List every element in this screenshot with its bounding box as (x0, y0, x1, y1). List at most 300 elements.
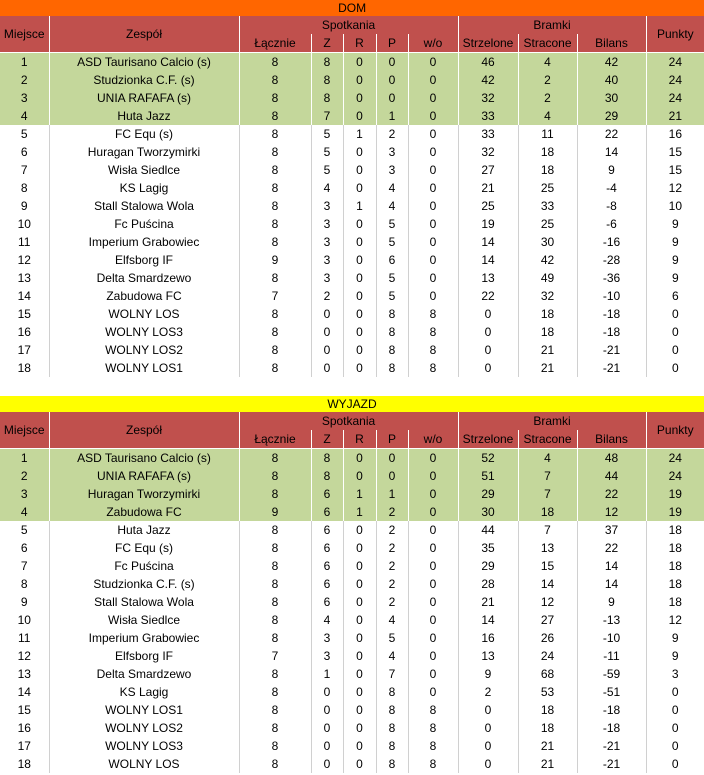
cell-punkty: 9 (671, 649, 679, 663)
cell-z: 3 (311, 233, 343, 251)
cell-strzelone: 14 (458, 251, 518, 269)
col-lacznie: Łącznie (239, 430, 311, 449)
cell-zespol: Huta Jazz (49, 107, 239, 125)
cell-z: 6 (311, 575, 343, 593)
cell-stracone: 18 (518, 161, 577, 179)
cell-punkty: 9 (671, 217, 679, 231)
cell-z: 0 (311, 737, 343, 755)
cell-r: 0 (343, 593, 376, 611)
cell-lacznie: 8 (239, 161, 311, 179)
col-wo: w/o (408, 430, 458, 449)
cell-zespol: Studzionka C.F. (s) (49, 575, 239, 593)
cell-z: 0 (311, 701, 343, 719)
cell-punkty: 18 (668, 577, 682, 591)
cell-p: 8 (376, 683, 408, 701)
cell-p: 0 (376, 71, 408, 89)
cell-stracone: 14 (518, 575, 577, 593)
cell-strzelone: 0 (458, 719, 518, 737)
table-row (0, 359, 704, 377)
cell-r: 0 (343, 683, 376, 701)
cell-bilans: -4 (577, 179, 646, 197)
cell-stracone: 53 (518, 683, 577, 701)
cell-r: 0 (343, 215, 376, 233)
group-bramki: Bramki (458, 16, 646, 34)
standings-table (0, 0, 704, 377)
cell-r: 1 (343, 125, 376, 143)
col-lacznie: Łącznie (239, 34, 311, 53)
table-row (0, 233, 704, 251)
cell-bilans: 44 (577, 467, 646, 485)
cell-zespol: UNIA RAFAFA (s) (49, 467, 239, 485)
cell-p: 0 (376, 53, 408, 72)
cell-punkty: 3 (671, 667, 679, 681)
cell-z: 5 (311, 161, 343, 179)
cell-r: 0 (343, 557, 376, 575)
cell-zespol: KS Lagig (49, 683, 239, 701)
cell-r: 0 (343, 161, 376, 179)
cell-z: 4 (311, 611, 343, 629)
table-row (0, 305, 704, 323)
cell-miejsce: 1 (0, 449, 49, 468)
cell-punkty: 9 (671, 271, 679, 285)
cell-p: 5 (376, 215, 408, 233)
cell-bilans: 37 (577, 521, 646, 539)
cell-p: 1 (376, 485, 408, 503)
cell-stracone: 7 (518, 467, 577, 485)
cell-strzelone: 0 (458, 305, 518, 323)
cell-zespol: Fc Puścina (49, 215, 239, 233)
table-row (0, 89, 704, 107)
cell-miejsce: 5 (0, 521, 49, 539)
col-miejsce: Miejsce (0, 412, 49, 449)
cell-miejsce: 18 (0, 359, 49, 377)
cell-lacznie: 8 (239, 53, 311, 72)
cell-stracone: 18 (518, 323, 577, 341)
cell-zespol: Studzionka C.F. (s) (49, 71, 239, 89)
cell-zespol: Huta Jazz (49, 521, 239, 539)
cell-wo: 0 (408, 161, 458, 179)
cell-strzelone: 29 (458, 485, 518, 503)
cell-zespol: Elfsborg IF (49, 251, 239, 269)
cell-stracone: 21 (518, 359, 577, 377)
cell-bilans: -36 (577, 269, 646, 287)
cell-p: 5 (376, 287, 408, 305)
cell-zespol: Imperium Grabowiec (49, 629, 239, 647)
cell-r: 0 (343, 89, 376, 107)
cell-z: 6 (311, 485, 343, 503)
cell-stracone: 18 (518, 143, 577, 161)
cell-wo: 0 (408, 557, 458, 575)
cell-lacznie: 8 (239, 233, 311, 251)
cell-stracone: 7 (518, 485, 577, 503)
cell-wo: 0 (408, 89, 458, 107)
cell-lacznie: 7 (239, 287, 311, 305)
cell-strzelone: 2 (458, 683, 518, 701)
cell-bilans: -21 (577, 755, 646, 773)
cell-zespol: Stall Stalowa Wola (49, 197, 239, 215)
cell-lacznie: 8 (239, 143, 311, 161)
table-row (0, 269, 704, 287)
cell-bilans: -59 (577, 665, 646, 683)
table-row (0, 485, 704, 503)
table-title: DOM (0, 0, 704, 16)
cell-stracone: 18 (518, 719, 577, 737)
cell-punkty: 0 (671, 703, 679, 717)
cell-stracone: 13 (518, 539, 577, 557)
cell-zespol: WOLNY LOS1 (49, 359, 239, 377)
table-row (0, 719, 704, 737)
cell-p: 8 (376, 701, 408, 719)
cell-miejsce: 12 (0, 647, 49, 665)
cell-stracone: 18 (518, 701, 577, 719)
cell-strzelone: 51 (458, 467, 518, 485)
table-row (0, 701, 704, 719)
cell-miejsce: 9 (0, 593, 49, 611)
cell-zespol: Wisła Siedlce (49, 611, 239, 629)
cell-strzelone: 13 (458, 269, 518, 287)
cell-strzelone: 0 (458, 359, 518, 377)
cell-r: 0 (343, 647, 376, 665)
col-bilans: Bilans (577, 34, 646, 53)
cell-miejsce: 6 (0, 539, 49, 557)
cell-miejsce: 17 (0, 341, 49, 359)
cell-zespol: WOLNY LOS (49, 755, 239, 773)
cell-wo: 0 (408, 629, 458, 647)
cell-wo: 0 (408, 611, 458, 629)
cell-z: 8 (311, 467, 343, 485)
cell-bilans: 9 (577, 161, 646, 179)
cell-miejsce: 12 (0, 251, 49, 269)
cell-miejsce: 17 (0, 737, 49, 755)
cell-miejsce: 10 (0, 215, 49, 233)
cell-bilans: -13 (577, 611, 646, 629)
col-strzelone: Strzelone (458, 430, 518, 449)
cell-bilans: -8 (577, 197, 646, 215)
cell-miejsce: 2 (0, 467, 49, 485)
cell-punkty: 24 (646, 53, 704, 72)
cell-z: 3 (311, 647, 343, 665)
cell-r: 0 (343, 359, 376, 377)
cell-r: 0 (343, 233, 376, 251)
cell-p: 1 (376, 107, 408, 125)
cell-r: 1 (343, 485, 376, 503)
cell-punkty: 21 (646, 107, 704, 125)
table-row (0, 53, 704, 72)
cell-miejsce: 3 (0, 89, 49, 107)
cell-z: 5 (311, 143, 343, 161)
cell-bilans: 40 (577, 71, 646, 89)
cell-miejsce: 14 (0, 287, 49, 305)
cell-miejsce: 5 (0, 125, 49, 143)
cell-punkty: 0 (671, 325, 679, 339)
cell-z: 0 (311, 359, 343, 377)
cell-punkty: 0 (671, 343, 679, 357)
cell-lacznie: 8 (239, 449, 311, 468)
cell-zespol: WOLNY LOS2 (49, 719, 239, 737)
cell-bilans: 22 (577, 539, 646, 557)
table-body (0, 53, 704, 378)
cell-lacznie: 8 (239, 467, 311, 485)
cell-miejsce: 15 (0, 305, 49, 323)
col-strzelone: Strzelone (458, 34, 518, 53)
cell-p: 8 (376, 341, 408, 359)
cell-punkty: 0 (671, 685, 679, 699)
cell-wo: 0 (408, 485, 458, 503)
table-row (0, 287, 704, 305)
col-punkty: Punkty (646, 16, 704, 53)
cell-wo: 8 (408, 755, 458, 773)
cell-stracone: 42 (518, 251, 577, 269)
cell-p: 7 (376, 665, 408, 683)
cell-strzelone: 21 (458, 179, 518, 197)
cell-strzelone: 29 (458, 557, 518, 575)
cell-p: 8 (376, 323, 408, 341)
cell-lacznie: 8 (239, 683, 311, 701)
cell-strzelone: 27 (458, 161, 518, 179)
cell-z: 8 (311, 449, 343, 468)
cell-z: 2 (311, 287, 343, 305)
cell-zespol: WOLNY LOS3 (49, 323, 239, 341)
cell-r: 0 (343, 755, 376, 773)
cell-p: 2 (376, 575, 408, 593)
cell-z: 7 (311, 107, 343, 125)
cell-wo: 0 (408, 71, 458, 89)
cell-z: 4 (311, 179, 343, 197)
cell-punkty: 19 (646, 485, 704, 503)
cell-r: 0 (343, 701, 376, 719)
cell-wo: 0 (408, 143, 458, 161)
col-r: R (343, 430, 376, 449)
col-p: P (376, 34, 408, 53)
cell-p: 2 (376, 593, 408, 611)
table-row (0, 755, 704, 773)
cell-lacznie: 8 (239, 539, 311, 557)
cell-bilans: 9 (577, 593, 646, 611)
cell-zespol: FC Equ (s) (49, 125, 239, 143)
cell-lacznie: 8 (239, 89, 311, 107)
cell-zespol: ASD Taurisano Calcio (s) (49, 53, 239, 72)
cell-lacznie: 8 (239, 557, 311, 575)
cell-miejsce: 13 (0, 665, 49, 683)
cell-p: 5 (376, 233, 408, 251)
cell-wo: 0 (408, 593, 458, 611)
cell-stracone: 26 (518, 629, 577, 647)
cell-stracone: 49 (518, 269, 577, 287)
cell-strzelone: 0 (458, 323, 518, 341)
table-row (0, 215, 704, 233)
table-row (0, 251, 704, 269)
cell-lacznie: 7 (239, 647, 311, 665)
cell-zespol: WOLNY LOS1 (49, 701, 239, 719)
table-row (0, 71, 704, 89)
cell-wo: 8 (408, 701, 458, 719)
cell-r: 0 (343, 305, 376, 323)
cell-lacznie: 8 (239, 305, 311, 323)
table-row (0, 737, 704, 755)
table-row (0, 449, 704, 468)
table-row (0, 629, 704, 647)
cell-wo: 0 (408, 125, 458, 143)
cell-z: 6 (311, 593, 343, 611)
cell-bilans: 22 (577, 125, 646, 143)
table-row (0, 341, 704, 359)
col-p: P (376, 430, 408, 449)
cell-bilans: -18 (577, 305, 646, 323)
col-punkty: Punkty (646, 412, 704, 449)
cell-punkty: 0 (671, 721, 679, 735)
cell-bilans: 48 (577, 449, 646, 468)
cell-bilans: -6 (577, 215, 646, 233)
cell-bilans: -18 (577, 701, 646, 719)
cell-r: 0 (343, 449, 376, 468)
cell-wo: 0 (408, 449, 458, 468)
cell-wo: 0 (408, 215, 458, 233)
cell-stracone: 25 (518, 215, 577, 233)
cell-p: 8 (376, 755, 408, 773)
cell-zespol: Fc Puścina (49, 557, 239, 575)
cell-strzelone: 0 (458, 755, 518, 773)
cell-p: 0 (376, 89, 408, 107)
cell-stracone: 21 (518, 737, 577, 755)
cell-bilans: 12 (577, 503, 646, 521)
cell-bilans: 22 (577, 485, 646, 503)
cell-miejsce: 16 (0, 323, 49, 341)
cell-punkty: 12 (668, 613, 682, 627)
cell-wo: 0 (408, 53, 458, 72)
cell-bilans: -10 (577, 629, 646, 647)
cell-strzelone: 32 (458, 143, 518, 161)
cell-p: 2 (376, 503, 408, 521)
col-r: R (343, 34, 376, 53)
cell-bilans: -18 (577, 323, 646, 341)
cell-z: 0 (311, 341, 343, 359)
cell-punkty: 9 (671, 235, 679, 249)
cell-strzelone: 30 (458, 503, 518, 521)
cell-z: 8 (311, 53, 343, 72)
table-row (0, 323, 704, 341)
cell-strzelone: 35 (458, 539, 518, 557)
cell-lacznie: 8 (239, 215, 311, 233)
cell-bilans: -28 (577, 251, 646, 269)
cell-r: 0 (343, 179, 376, 197)
cell-punkty: 24 (646, 449, 704, 468)
cell-lacznie: 8 (239, 107, 311, 125)
cell-p: 6 (376, 251, 408, 269)
cell-miejsce: 8 (0, 179, 49, 197)
cell-punkty: 9 (671, 253, 679, 267)
cell-wo: 0 (408, 197, 458, 215)
cell-z: 6 (311, 557, 343, 575)
cell-punkty: 24 (646, 89, 704, 107)
cell-p: 0 (376, 449, 408, 468)
cell-lacznie: 9 (239, 251, 311, 269)
cell-p: 2 (376, 521, 408, 539)
cell-strzelone: 33 (458, 107, 518, 125)
table-body (0, 449, 704, 774)
cell-p: 2 (376, 539, 408, 557)
cell-miejsce: 8 (0, 575, 49, 593)
cell-strzelone: 33 (458, 125, 518, 143)
cell-z: 6 (311, 503, 343, 521)
cell-r: 0 (343, 251, 376, 269)
cell-p: 4 (376, 611, 408, 629)
cell-miejsce: 7 (0, 161, 49, 179)
cell-r: 0 (343, 611, 376, 629)
cell-wo: 8 (408, 341, 458, 359)
cell-wo: 0 (408, 287, 458, 305)
cell-z: 3 (311, 197, 343, 215)
cell-wo: 0 (408, 521, 458, 539)
cell-z: 3 (311, 251, 343, 269)
cell-lacznie: 8 (239, 341, 311, 359)
cell-p: 8 (376, 719, 408, 737)
cell-r: 0 (343, 71, 376, 89)
cell-wo: 8 (408, 719, 458, 737)
cell-punkty: 15 (668, 145, 682, 159)
cell-punkty: 10 (668, 199, 682, 213)
cell-p: 8 (376, 359, 408, 377)
group-spotkania: Spotkania (239, 412, 458, 430)
cell-stracone: 15 (518, 557, 577, 575)
standings-table (0, 396, 704, 773)
cell-wo: 0 (408, 251, 458, 269)
cell-r: 0 (343, 665, 376, 683)
cell-stracone: 33 (518, 197, 577, 215)
cell-lacznie: 8 (239, 755, 311, 773)
col-bilans: Bilans (577, 430, 646, 449)
cell-miejsce: 16 (0, 719, 49, 737)
cell-lacznie: 8 (239, 665, 311, 683)
cell-punkty: 18 (668, 559, 682, 573)
table-title: WYJAZD (0, 396, 704, 412)
cell-bilans: 14 (577, 575, 646, 593)
cell-p: 4 (376, 197, 408, 215)
cell-wo: 0 (408, 503, 458, 521)
cell-lacznie: 8 (239, 125, 311, 143)
cell-bilans: 14 (577, 143, 646, 161)
cell-lacznie: 8 (239, 323, 311, 341)
cell-zespol: Stall Stalowa Wola (49, 593, 239, 611)
cell-strzelone: 42 (458, 71, 518, 89)
table-row (0, 647, 704, 665)
cell-z: 8 (311, 89, 343, 107)
cell-p: 4 (376, 179, 408, 197)
cell-strzelone: 21 (458, 593, 518, 611)
cell-lacznie: 8 (239, 359, 311, 377)
cell-miejsce: 1 (0, 53, 49, 72)
cell-r: 0 (343, 575, 376, 593)
cell-wo: 0 (408, 269, 458, 287)
cell-lacznie: 8 (239, 701, 311, 719)
cell-stracone: 18 (518, 503, 577, 521)
cell-wo: 0 (408, 575, 458, 593)
cell-r: 0 (343, 269, 376, 287)
cell-r: 0 (343, 323, 376, 341)
cell-lacznie: 8 (239, 593, 311, 611)
cell-stracone: 25 (518, 179, 577, 197)
cell-r: 0 (343, 719, 376, 737)
cell-miejsce: 14 (0, 683, 49, 701)
table-row (0, 179, 704, 197)
cell-zespol: WOLNY LOS2 (49, 341, 239, 359)
cell-wo: 0 (408, 179, 458, 197)
cell-zespol: Zabudowa FC (49, 503, 239, 521)
cell-wo: 0 (408, 539, 458, 557)
cell-stracone: 32 (518, 287, 577, 305)
cell-miejsce: 13 (0, 269, 49, 287)
cell-bilans: 29 (577, 107, 646, 125)
cell-strzelone: 14 (458, 233, 518, 251)
